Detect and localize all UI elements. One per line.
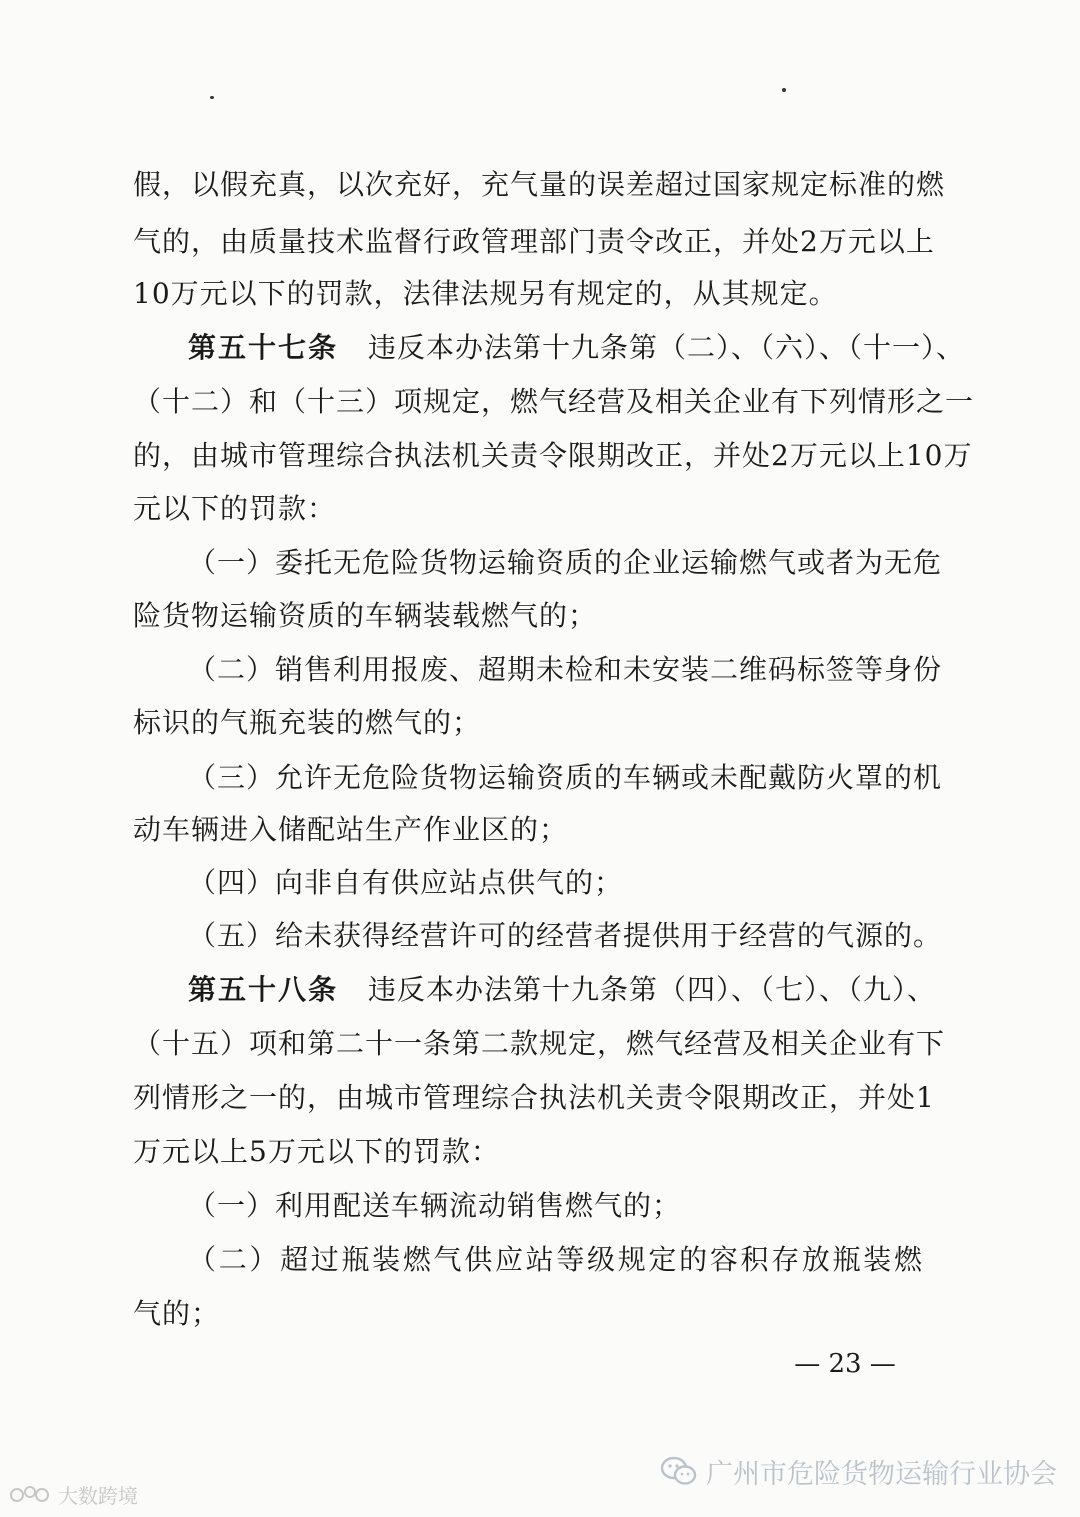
text-line: 的，由城市管理综合执法机关责令限期改正，并处2万元以上10万 [133, 439, 973, 472]
brand-name: 大数跨境 [58, 1483, 138, 1508]
article-58-line: 第五十八条 违反本办法第十九条第（四）、（七）、（九）、 [188, 973, 937, 1006]
logo-icon [8, 1481, 54, 1507]
wechat-icon [660, 1455, 698, 1487]
scan-speck [782, 88, 786, 92]
list-item: （五）给未获得经营许可的经营者提供用于经营的气源的。 [188, 919, 943, 952]
article-heading: 第五十七条 [188, 331, 339, 364]
list-item: （四）向非自有供应站点供气的； [188, 866, 624, 899]
brand-watermark [8, 1478, 138, 1510]
text-line: （十二）和（十三）项规定，燃气经营及相关企业有下列情形之一 [133, 385, 975, 418]
list-item: （一）委托无危险货物运输资质的企业运输燃气或者为无危 [188, 546, 943, 579]
text-line: 标识的气瓶充装的燃气的； [133, 706, 482, 739]
list-item: （三）允许无危险货物运输资质的车辆或未配戴防火罩的机 [188, 761, 943, 794]
list-item: （二）销售利用报废、超期未检和未安装二维码标签等身份 [188, 653, 943, 686]
text-line: 动车辆进入储配站生产作业区的； [133, 813, 569, 846]
account-watermark [660, 1448, 1057, 1494]
text-line: （十五）项和第二十一条第二款规定，燃气经营及相关企业有下 [133, 1027, 946, 1060]
text-line: 假，以假充真，以次充好，充气量的误差超过国家规定标准的燃 [133, 168, 946, 201]
text-line: 10万元以下的罚款，法律法规另有规定的，从其规定。 [133, 277, 838, 310]
list-item: （二）超过瓶装燃气供应站等级规定的容积存放瓶装燃 [188, 1243, 923, 1276]
text-line: 列情形之一的，由城市管理综合执法机关责令限期改正，并处1 [133, 1081, 935, 1114]
scan-speck [210, 96, 214, 99]
page-number: — 23 — [794, 1349, 896, 1379]
text-line: 气的，由质量技术监督行政管理部门责令改正，并处2万元以上 [133, 225, 935, 258]
article-heading: 第五十八条 [188, 973, 339, 1006]
text-line: 元以下的罚款： [133, 492, 337, 525]
text-line: 险货物运输资质的车辆装载燃气的； [133, 599, 598, 632]
text-line: 万元以上5万元以下的罚款： [133, 1135, 500, 1168]
list-item: （一）利用配送车辆流动销售燃气的； [188, 1189, 682, 1222]
account-name: 广州市危险货物运输行业协会 [706, 1458, 1057, 1490]
article-57-line: 第五十七条 违反本办法第十九条第（二）、（六）、（十一）、 [188, 331, 966, 364]
text-line: 气的； [133, 1297, 221, 1330]
